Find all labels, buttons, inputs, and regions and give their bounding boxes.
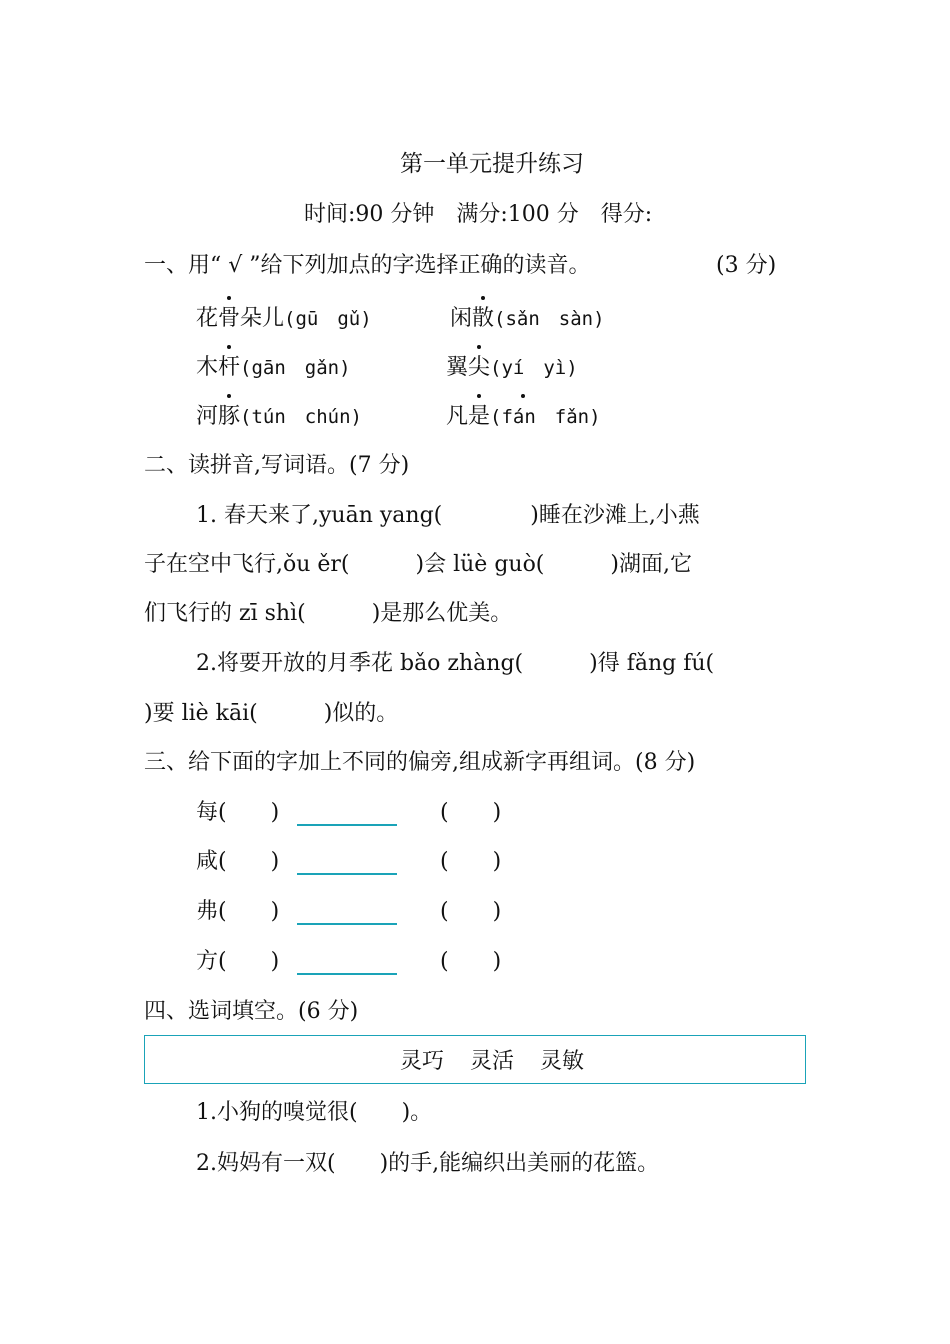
- reading-item: [446, 354, 578, 382]
- word-choices: [400, 1049, 610, 1075]
- word-blank-line[interactable]: [297, 873, 397, 875]
- dotted-char: 凡: [446, 404, 469, 429]
- reading-item: [196, 403, 362, 431]
- reading-item: [196, 305, 372, 333]
- radical-blank[interactable]: ( ): [218, 899, 280, 924]
- passage-line: 子在空中飞行,ǒu ěr( )会 lüè guò( )湖面,它: [144, 552, 692, 577]
- second-blank[interactable]: ( ): [440, 800, 502, 825]
- radical-blank[interactable]: ( ): [218, 849, 280, 874]
- pinyin-options[interactable]: (yí yì): [490, 357, 578, 379]
- item-prefix: 花: [196, 306, 219, 331]
- reading-item: [450, 305, 605, 333]
- dotted-char: 是: [468, 404, 491, 429]
- pinyin-options[interactable]: (sǎn sàn): [494, 308, 605, 330]
- item-prefix: 翼: [446, 355, 469, 380]
- section-2-heading: 二、读拼音,写词语。(7 分): [144, 453, 410, 478]
- page-title: 第一单元提升练习: [400, 151, 584, 177]
- second-blank[interactable]: ( ): [440, 949, 502, 974]
- radical-blank[interactable]: ( ): [218, 800, 280, 825]
- base-char: 每: [196, 800, 219, 825]
- item-prefix: 河: [196, 404, 219, 429]
- section-4-heading: 四、选词填空。(6 分): [144, 999, 359, 1024]
- dotted-char: 豚: [218, 404, 241, 429]
- word-blank-line[interactable]: [297, 973, 397, 975]
- pinyin-options[interactable]: (tún chún): [240, 406, 362, 428]
- dotted-char: 杆: [218, 355, 241, 380]
- pinyin-options[interactable]: (fán fǎn): [490, 406, 601, 428]
- base-char: 咸: [196, 849, 219, 874]
- item-prefix: 闲: [450, 306, 473, 331]
- item-prefix: 木: [196, 355, 219, 380]
- passage-line: 1. 春天来了,yuān yang( )睡在沙滩上,小燕: [196, 503, 700, 528]
- question-1: 1.小狗的嗅觉很( )。: [196, 1100, 433, 1125]
- dotted-char: 尖: [468, 355, 491, 380]
- base-char: 弗: [196, 899, 219, 924]
- passage-line: 2.将要开放的月季花 bǎo zhàng( )得 fǎng fú(: [196, 651, 715, 676]
- reading-item: [196, 354, 351, 382]
- word-blank-line[interactable]: [297, 824, 397, 826]
- passage-line: )要 liè kāi( )似的。: [144, 701, 399, 726]
- section-3-heading: 三、给下面的字加上不同的偏旁,组成新字再组词。(8 分): [144, 750, 696, 775]
- dotted-char: 骨: [218, 306, 241, 331]
- item-suffix: 朵儿: [240, 306, 285, 331]
- base-char: 方: [196, 949, 219, 974]
- pinyin-options[interactable]: (gū gǔ): [284, 308, 372, 330]
- radical-item: [196, 948, 279, 976]
- reading-item: [446, 403, 601, 431]
- question-2: 2.妈妈有一双( )的手,能编织出美丽的花篮。: [196, 1151, 660, 1176]
- radical-blank[interactable]: ( ): [218, 949, 280, 974]
- second-blank[interactable]: ( ): [440, 899, 502, 924]
- radical-item: [196, 898, 279, 926]
- dotted-char: 散: [472, 306, 495, 331]
- exam-meta: 时间:90 分钟 满分:100 分 得分:: [304, 202, 653, 227]
- section-1-heading: 一、用“ √ ”给下列加点的字选择正确的读音。: [144, 253, 591, 278]
- radical-item: [196, 799, 279, 827]
- pinyin-options[interactable]: (gān gǎn): [240, 357, 351, 379]
- choice-word: 灵巧: [400, 1049, 445, 1074]
- word-blank-line[interactable]: [297, 923, 397, 925]
- passage-line: 们飞行的 zī shì( )是那么优美。: [144, 601, 513, 626]
- section-1-score: (3 分): [716, 253, 777, 278]
- choice-word: 灵活: [470, 1049, 515, 1074]
- choice-word: 灵敏: [540, 1049, 585, 1074]
- second-blank[interactable]: ( ): [440, 849, 502, 874]
- radical-item: [196, 848, 279, 876]
